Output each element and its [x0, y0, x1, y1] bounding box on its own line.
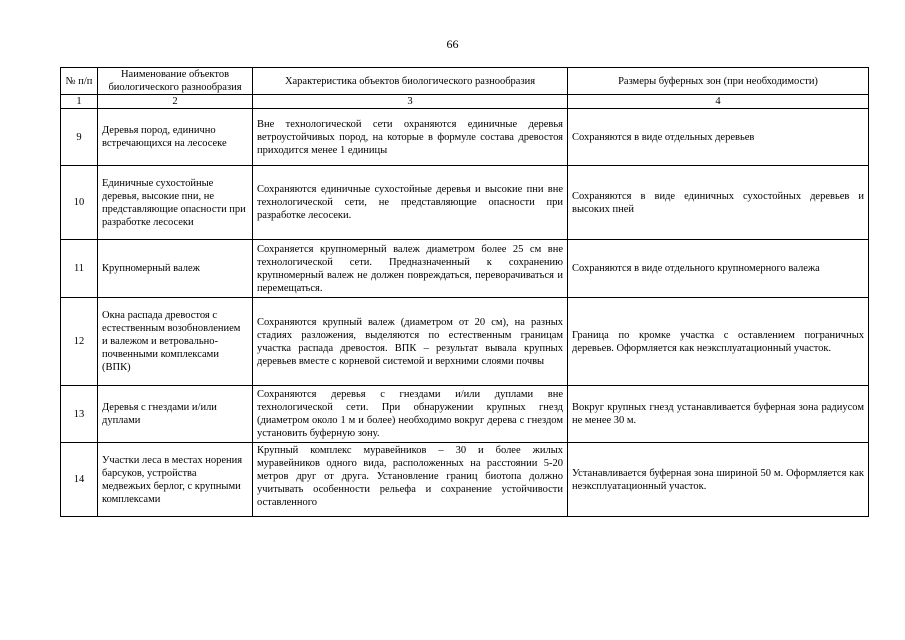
header-number: № п/п: [61, 68, 98, 95]
header-buffer: Размеры буферных зон (при необходимости): [568, 68, 869, 95]
table-row: [61, 166, 869, 240]
buffer-zone: Сохраняются в виде единичных сухостойных деревьев и высоких пней: [568, 166, 869, 240]
row-number: 10: [61, 166, 98, 240]
header-description: Характеристика объектов биологического разнообразия: [253, 68, 568, 95]
object-description: Сохраняются крупный валеж (диаметром от 20 см), на разных стадиях разложения, выделяются по естественным границам участка распада древостоя. ВПК – результат вывала крупных деревьев вместе с корневой системой и верхними слоями почвы: [253, 298, 568, 386]
column-number-row: [61, 95, 869, 109]
biodiversity-table: [60, 67, 869, 517]
object-name: Деревья пород, единично встречающихся на лесосеке: [98, 109, 253, 166]
page-number: 66: [446, 37, 459, 51]
object-name: Крупномерный валеж: [98, 240, 253, 298]
buffer-zone: Граница по кромке участка с оставлением пограничных деревьев. Оформляется как неэксплуатационный участок.: [568, 298, 869, 386]
table-row: [61, 386, 869, 443]
buffer-zone: Сохраняются в виде отдельного крупномерного валежа: [568, 240, 869, 298]
object-description: Сохраняется крупномерный валеж диаметром более 25 см вне технологической сети. Предназначенный к сохранению крупномерный валеж не должен повреждаться, переворачиваться и перемещаться.: [253, 240, 568, 298]
table-header-row: [61, 68, 869, 95]
object-name: Деревья с гнездами и/или дуплами: [98, 386, 253, 443]
object-description-text: Крупный комплекс муравейников – 30 и более жилых муравейников одного вида, расположенных на расстоянии 5-20 метров друг от друга. Установление границ биотопа должно учитывать особенности рельефа и сохранение устойчивости оставленного: [257, 445, 563, 508]
row-number: 13: [61, 386, 98, 443]
object-name: Участки леса в местах норения барсуков, устройства медвежьих берлог, с крупными комплексами: [98, 443, 253, 517]
object-description: Вне технологической сети охраняются единичные деревья ветроустойчивых пород, на которые в формуле состава древостоя приходится менее 1 единицы: [253, 109, 568, 166]
table-row: [61, 240, 869, 298]
table-row: [61, 109, 869, 166]
buffer-zone: Устанавливается буферная зона шириной 50 м. Оформляется как неэксплуатационный участок.: [568, 443, 869, 517]
column-number: 4: [568, 95, 869, 109]
buffer-zone: Вокруг крупных гнезд устанавливается буферная зона радиусом не менее 30 м.: [568, 386, 869, 443]
column-number: 1: [61, 95, 98, 109]
row-number: 9: [61, 109, 98, 166]
buffer-zone: Сохраняются в виде отдельных деревьев: [568, 109, 869, 166]
row-number: 14: [61, 443, 98, 517]
object-name: Окна распада древостоя с естественным возобновлением и валежом и ветровально-почвенными комплексами (ВПК): [98, 298, 253, 386]
row-number: 11: [61, 240, 98, 298]
object-description: Сохраняются деревья с гнездами и/или дуплами вне технологической сети. При обнаружении крупных гнезд (диаметром около 1 м и более) необходимо вокруг дерева с гнездом установить буферную зону.: [253, 386, 568, 443]
object-description: Сохраняются единичные сухостойные деревья и высокие пни вне технологической сети, не представляющие опасности при разработке лесосеки.: [253, 166, 568, 240]
object-description: [253, 443, 568, 517]
object-name: Единичные сухостойные деревья, высокие пни, не представляющие опасности при разработке лесосеки: [98, 166, 253, 240]
column-number: 3: [253, 95, 568, 109]
row-number: 12: [61, 298, 98, 386]
header-name: Наименование объектов биологического разнообразия: [98, 68, 253, 95]
table-row: [61, 298, 869, 386]
table-row: [61, 443, 869, 517]
column-number: 2: [98, 95, 253, 109]
